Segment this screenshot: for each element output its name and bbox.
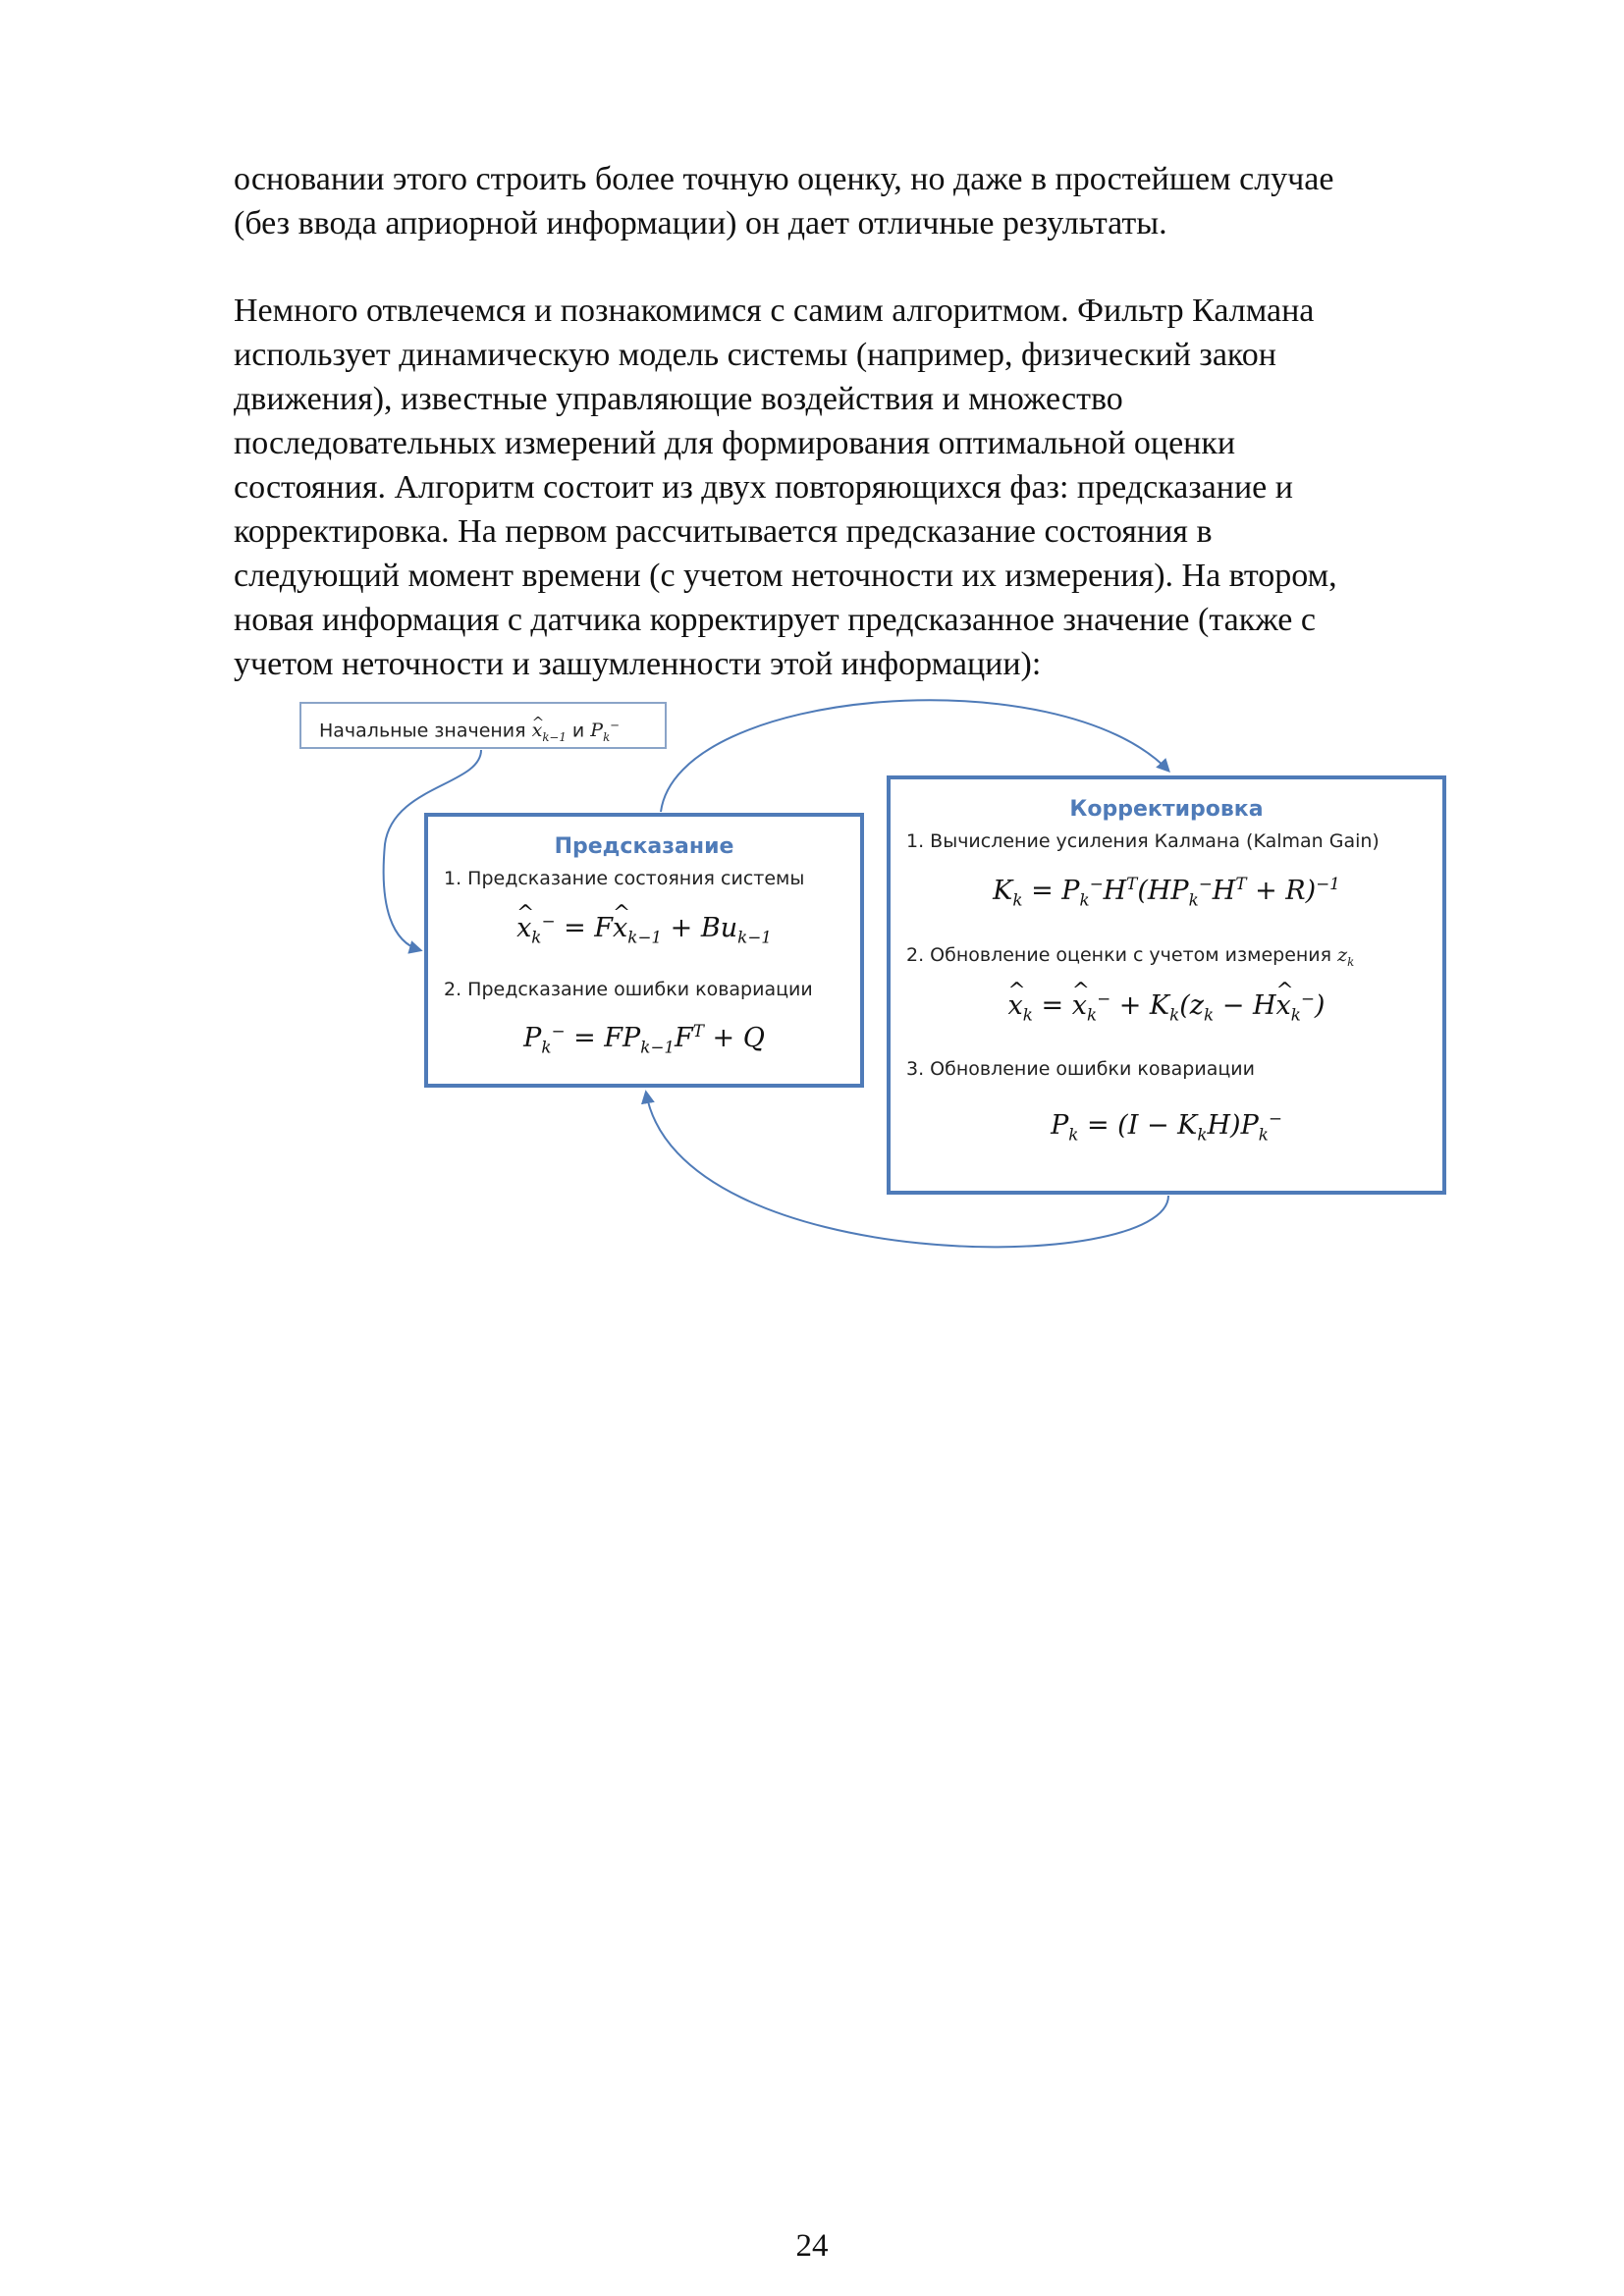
- text-line: следующий момент времени (с учетом неточности их измерения). На втором,: [234, 558, 1337, 594]
- kalman-gain-formula: $K_k = P_k^-H^T(HP_k^-H^T + R)^{-1}$: [993, 874, 1340, 910]
- text-line: корректировка. На первом рассчитывается предсказание состояния в: [234, 513, 1213, 550]
- correction-step-1: 1. Вычисление усиления Калмана (Kalman Gain): [906, 830, 1380, 852]
- text-line: основании этого строить более точную оценку, но даже в простейшем случае: [234, 161, 1334, 197]
- covariance-prediction-formula: $P_k^- = FP_{k-1}F^T + Q$: [523, 1021, 765, 1057]
- text-line: использует динамическую модель системы (например, физический закон: [234, 337, 1276, 373]
- text-line: Немного отвлечемся и познакомимся с самим алгоритмом. Фильтр Калмана: [234, 293, 1315, 329]
- text-line: (без ввода априорной информации) он дает отличные результаты.: [234, 205, 1167, 241]
- prediction-step-1: 1. Предсказание состояния системы: [444, 868, 805, 889]
- initial-covariance-symbol: $P_k^-$: [590, 719, 621, 745]
- text-line: последовательных измерений для формирования оптимальной оценки: [234, 425, 1236, 461]
- text-line: учетом неточности и зашумленности этой информации):: [234, 646, 1042, 682]
- correction-step-2: [906, 944, 1354, 969]
- initial-conjunction: и: [571, 720, 585, 742]
- prediction-step-2: 2. Предсказание ошибки ковариации: [444, 979, 813, 1000]
- state-prediction-formula: ^ $x_k^-$ = F^ $x_{k-1} + Bu_{k-1}$: [428, 911, 860, 946]
- correction-box: [887, 775, 1446, 1195]
- page-number: 24: [795, 2228, 829, 2264]
- initial-values-label: Начальные значения: [319, 720, 526, 742]
- prediction-title: Предсказание: [554, 834, 734, 859]
- text-line: новая информация с датчика корректирует предсказанное значение (также с: [234, 602, 1316, 638]
- text-line: состояния. Алгоритм состоит из двух повторяющихся фаз: предсказание и: [234, 469, 1293, 506]
- correction-step-3: 3. Обновление ошибки ковариации: [906, 1058, 1255, 1080]
- initial-state-symbol: ^ $x_{k-1}$: [532, 720, 567, 741]
- estimate-update-formula: ^ $x_k$ = ^ $x_k^- + K_k(z_k$ − H^ $x_k^-$): [891, 988, 1442, 1024]
- prediction-box: [424, 813, 864, 1088]
- text-line: движения), известные управляющие воздействия и множество: [234, 381, 1123, 417]
- measurement-symbol: $z_k$: [1337, 944, 1355, 969]
- initial-values-box: [299, 702, 667, 749]
- covariance-update-formula: $P_k = (I - K_kH)P_k^-$: [1051, 1108, 1282, 1145]
- correction-step-2-label: 2. Обновление оценки с учетом измерения: [906, 944, 1332, 966]
- correction-title: Корректировка: [1069, 797, 1264, 822]
